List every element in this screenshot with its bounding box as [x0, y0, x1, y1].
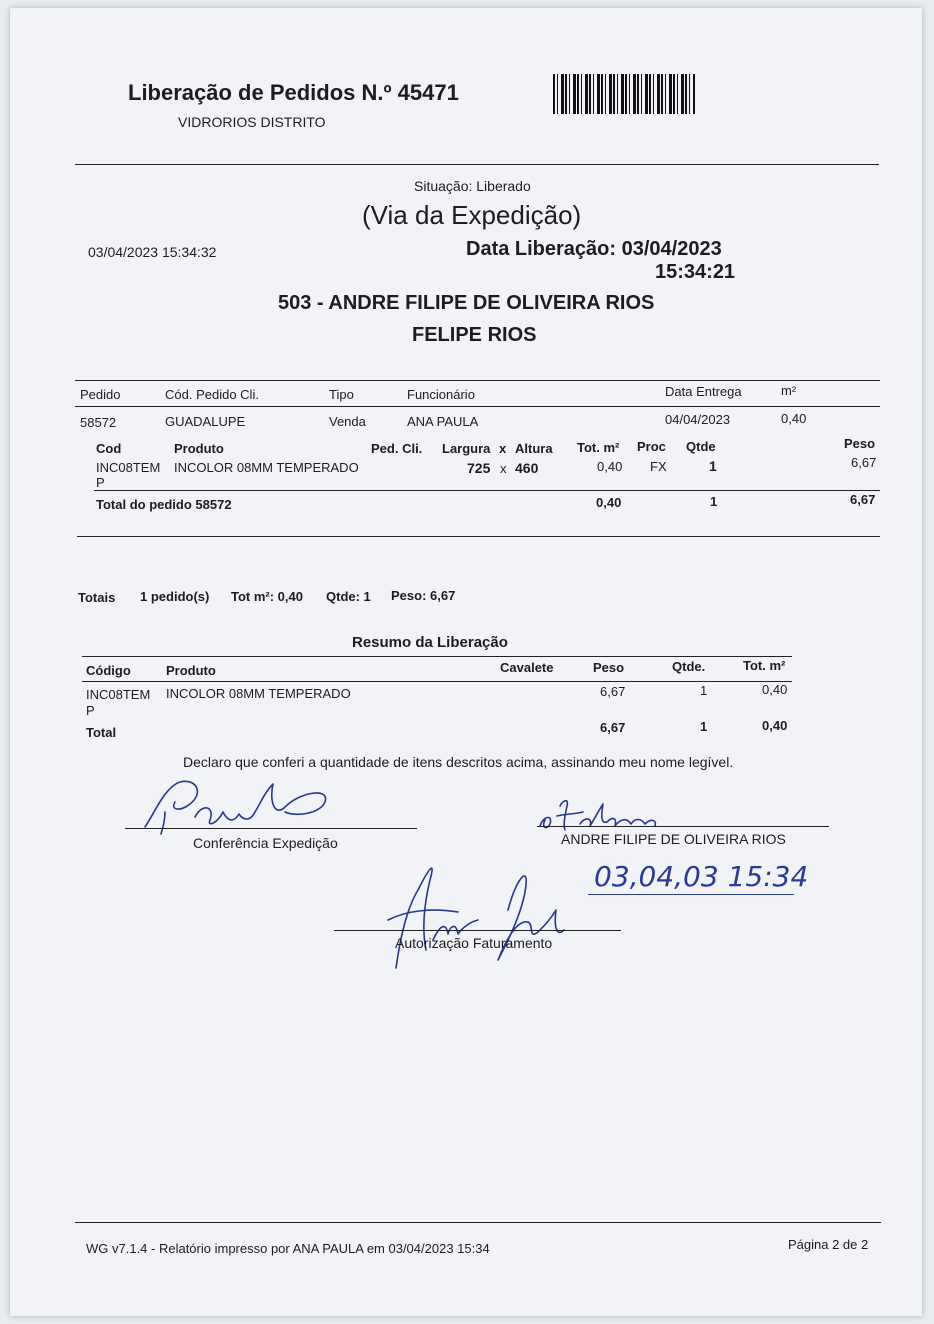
document-title: Liberação de Pedidos N.º 45471: [128, 80, 459, 105]
item-col-altura: Altura: [515, 441, 553, 456]
totals-m2: Tot m²: 0,40: [231, 589, 303, 604]
summary-col-produto: Produto: [166, 663, 216, 678]
signature-autorizacao: [378, 850, 578, 980]
col-cod-pedido-cli: Cód. Pedido Cli.: [165, 387, 259, 402]
item-col-ped-cli: Ped. Cli.: [371, 441, 423, 456]
summary-tot-m2: 0,40: [762, 682, 788, 697]
printed-datetime: 03/04/2023 15:34:32: [88, 244, 217, 260]
col-m2: m²: [781, 383, 797, 398]
summary-codigo-cont: P: [86, 703, 95, 718]
summary-col-tot-m2: Tot. m²: [743, 658, 786, 673]
col-funcionario: Funcionário: [407, 387, 475, 402]
liberation-time: 15:34:21: [655, 261, 736, 283]
item-altura: 460: [515, 460, 539, 476]
item-col-largura: Largura: [442, 441, 491, 456]
client-alias: FELIPE RIOS: [412, 324, 537, 346]
summary-total-tot-m2: 0,40: [762, 718, 788, 733]
summary-col-qtde: Qtde.: [672, 659, 706, 674]
order-table-bottom-line: [77, 536, 880, 537]
summary-peso: 6,67: [600, 684, 626, 699]
totals-label: Totais: [78, 590, 116, 605]
summary-top-line: [82, 656, 792, 657]
order-total-peso: 6,67: [850, 492, 876, 507]
row-funcionario: ANA PAULA: [407, 414, 479, 429]
item-col-proc: Proc: [637, 439, 666, 454]
col-pedido: Pedido: [80, 387, 121, 402]
client-signature-label: ANDRE FILIPE DE OLIVEIRA RIOS: [561, 831, 786, 847]
order-total-m2: 0,40: [596, 495, 622, 510]
footer-report-text: WG v7.1.4 - Relatório impresso por ANA PAULA em 03/04/2023 15:34: [86, 1241, 490, 1256]
col-tipo: Tipo: [329, 387, 354, 402]
order-total-qtde: 1: [710, 494, 718, 509]
item-qtde: 1: [709, 458, 717, 474]
handwritten-datetime: 03,04,03 15:34: [594, 860, 809, 893]
item-produto: INCOLOR 08MM TEMPERADO: [174, 460, 359, 475]
summary-header-line: [82, 681, 792, 682]
signature-conferencia: [135, 772, 355, 842]
item-col-peso: Peso: [844, 436, 876, 451]
item-col-qtde: Qtde: [686, 439, 716, 454]
row-m2: 0,40: [781, 411, 807, 426]
declaration-text: Declaro que conferi a quantidade de itens descritos acima, assinando meu nome legível.: [183, 754, 734, 770]
footer-page-number: Página 2 de 2: [788, 1237, 869, 1252]
summary-title: Resumo da Liberação: [352, 634, 508, 651]
handwritten-date-underline: [588, 894, 794, 895]
header-divider: [75, 164, 879, 165]
item-col-cod: Cod: [96, 441, 122, 456]
signature-client: [535, 796, 685, 836]
client-name: 503 - ANDRE FILIPE DE OLIVEIRA RIOS: [278, 292, 655, 314]
totals-qtde: Qtde: 1: [326, 589, 371, 604]
liberation-date: Data Liberação: 03/04/2023: [466, 238, 722, 260]
order-total-label: Total do pedido 58572: [96, 497, 232, 512]
item-x: x: [500, 461, 507, 476]
item-col-x: x: [499, 441, 507, 456]
item-peso: 6,67: [851, 455, 877, 470]
row-tipo: Venda: [329, 414, 366, 429]
conferencia-line: [125, 828, 417, 829]
item-proc: FX: [650, 459, 667, 474]
footer-line: [75, 1222, 881, 1223]
item-largura: 725: [467, 460, 491, 476]
summary-col-cavalete: Cavalete: [500, 660, 554, 675]
client-signature-line: [537, 826, 829, 827]
item-col-tot-m2: Tot. m²: [577, 440, 620, 455]
item-tot-m2: 0,40: [597, 459, 623, 474]
row-cod-pedido-cli: GUADALUPE: [165, 414, 246, 429]
item-cod: INC08TEM: [96, 460, 161, 475]
row-data-entrega: 04/04/2023: [665, 412, 731, 427]
autorizacao-label: Autorização Faturamento: [395, 935, 553, 951]
barcode: [553, 74, 695, 114]
via-label: (Via da Expedição): [362, 200, 582, 230]
summary-col-codigo: Código: [86, 663, 131, 678]
summary-total-qtde: 1: [700, 719, 708, 734]
order-table-top-line: [75, 380, 880, 381]
item-cod-cont: P: [96, 475, 105, 490]
situation-text: Situação: Liberado: [414, 178, 531, 194]
summary-qtde: 1: [700, 683, 708, 698]
summary-codigo: INC08TEM: [86, 687, 151, 702]
order-header-line: [75, 406, 880, 407]
totals-pedidos: 1 pedido(s): [140, 589, 210, 604]
company-name: VIDRORIOS DISTRITO: [178, 114, 326, 130]
conferencia-label: Conferência Expedição: [193, 835, 338, 851]
item-col-produto: Produto: [174, 441, 224, 456]
summary-total-peso: 6,67: [600, 720, 626, 735]
summary-produto: INCOLOR 08MM TEMPERADO: [166, 686, 351, 701]
summary-total-label: Total: [86, 725, 117, 740]
autorizacao-line: [334, 930, 621, 931]
totals-peso: Peso: 6,67: [391, 588, 456, 603]
item-total-line: [94, 490, 880, 491]
row-pedido: 58572: [80, 415, 117, 430]
col-data-entrega: Data Entrega: [665, 384, 742, 399]
summary-col-peso: Peso: [593, 660, 625, 675]
